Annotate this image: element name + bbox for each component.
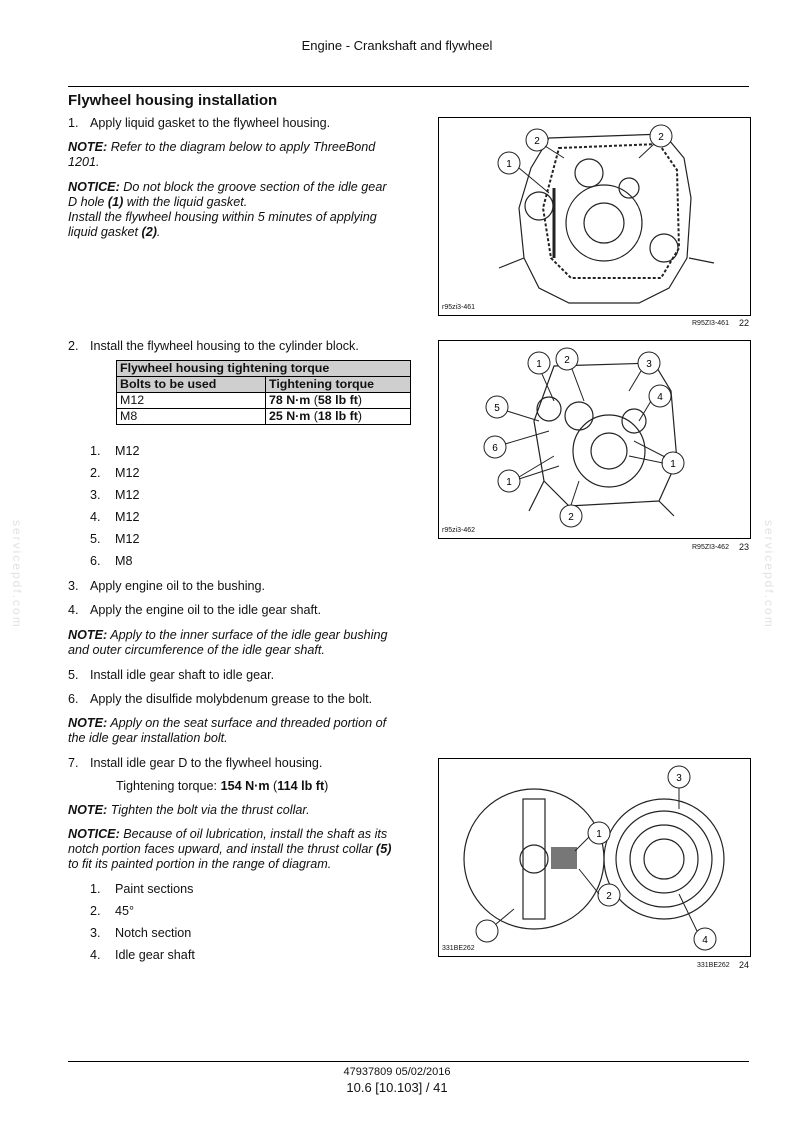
figure-number: 24 (739, 960, 750, 970)
list-item: 5. M12 (90, 532, 140, 546)
figure-code: r95zi3-462 (442, 527, 476, 534)
list-item: 3. Notch section (90, 926, 192, 940)
figure-ref: 331BE262 (697, 962, 730, 969)
callout: 3 (646, 359, 652, 370)
col-bolts: Bolts to be used (117, 377, 266, 393)
figure-number: 22 (739, 318, 750, 328)
callout: 2 (534, 136, 540, 147)
watermark-right: servicepdf.com (762, 520, 776, 629)
figure-idle-gear (438, 758, 751, 957)
step-1: 1. Apply liquid gasket to the flywheel housing. (68, 116, 331, 130)
step-5: 5. Install idle gear shaft to idle gear. (68, 668, 275, 682)
note-4: NOTE: Tighten the bolt via the thrust collar. (68, 803, 310, 817)
callout: 6 (492, 443, 498, 454)
list-item: 6. M8 (90, 554, 133, 568)
callout: 2 (606, 891, 612, 902)
list-item: 1. Paint sections (90, 882, 194, 896)
footer-rule (68, 1061, 749, 1062)
step-3: 3. Apply engine oil to the bushing. (68, 579, 266, 593)
engine-housing-illustration (439, 118, 750, 315)
table-row (117, 393, 411, 409)
figure-code: 331BE262 (442, 945, 475, 952)
callout: 2 (658, 132, 664, 143)
list-item: 2. M12 (90, 466, 140, 480)
figure-ref: R95ZI3-462 (692, 544, 729, 551)
torque-value: 25 N·m (18 lb ft) (266, 409, 411, 425)
note-2: NOTE: Apply to the inner surface of the idle gear bushing and outer circumference of the idle gear shaft. (68, 628, 388, 657)
callout: 1 (506, 477, 512, 488)
tightening-torque: Tightening torque: 154 N·m (114 lb ft) (116, 779, 329, 793)
callout: 3 (676, 773, 682, 784)
engine-bolts-illustration (439, 341, 750, 538)
header-rule (68, 86, 749, 87)
note-3: NOTE: Apply on the seat surface and threaded portion of the idle gear installation bolt. (68, 716, 387, 745)
callout: 1 (536, 359, 542, 370)
step-6: 6. Apply the disulfide molybdenum grease to the bolt. (68, 692, 373, 706)
torque-value: 78 N·m (58 lb ft) (266, 393, 411, 409)
list-item: 4. M12 (90, 510, 140, 524)
callout: 5 (494, 403, 500, 414)
list-item: 4. Idle gear shaft (90, 948, 195, 962)
torque-table-title-row (117, 361, 411, 377)
step-7: 7. Install idle gear D to the flywheel housing. (68, 756, 323, 770)
callout: 1 (670, 459, 676, 470)
note-1: NOTE: Refer to the diagram below to apply ThreeBond 1201. (68, 140, 376, 169)
paint-section (551, 847, 577, 869)
notice-2: NOTICE: Because of oil lubrication, install the shaft as its notch portion faces upward, and install the thrust collar (5) to fit its painted portion in the range of diagram. (68, 827, 392, 871)
figure-number: 23 (739, 542, 750, 552)
bolt-size: M8 (117, 409, 266, 425)
figure-ref: R95ZI3-461 (692, 320, 729, 327)
bolt-size: M12 (117, 393, 266, 409)
notice-1: NOTICE: Do not block the groove section of the idle gear D hole (1) with the liquid gasket. Install the flywheel housing within 5 minutes of applying liquid gasket (2). (68, 180, 387, 239)
torque-table (116, 360, 411, 425)
list-item: 2. 45° (90, 904, 135, 918)
callout: 2 (568, 512, 574, 523)
section-title: Flywheel housing installation (68, 92, 278, 109)
col-torque: Tightening torque (266, 377, 411, 393)
callout: 1 (506, 159, 512, 170)
table-row (117, 409, 411, 425)
list-item: 1. M12 (90, 444, 140, 458)
callout: 1 (596, 829, 602, 840)
step-4: 4. Apply the engine oil to the idle gear shaft. (68, 603, 322, 617)
list-item: 3. M12 (90, 488, 140, 502)
callout: 4 (702, 935, 708, 946)
figure-code: r95zi3-461 (442, 304, 476, 311)
step-2: 2. Install the flywheel housing to the cylinder block. (68, 339, 359, 353)
torque-table-header-row (117, 377, 411, 393)
watermark-left: servicepdf.com (10, 520, 24, 629)
callout: 4 (657, 392, 663, 403)
idle-gear-illustration (439, 759, 750, 956)
page-header: Engine - Crankshaft and flywheel (301, 38, 493, 53)
callout: 2 (564, 355, 570, 366)
footer-page: 10.6 [10.103] / 41 (346, 1080, 448, 1095)
footer-doc-id: 47937809 05/02/2016 (343, 1066, 451, 1078)
figure-flywheel-housing-bolts (438, 340, 751, 539)
torque-table-title: Flywheel housing tightening torque (117, 361, 411, 377)
figure-flywheel-housing-gasket (438, 117, 751, 316)
